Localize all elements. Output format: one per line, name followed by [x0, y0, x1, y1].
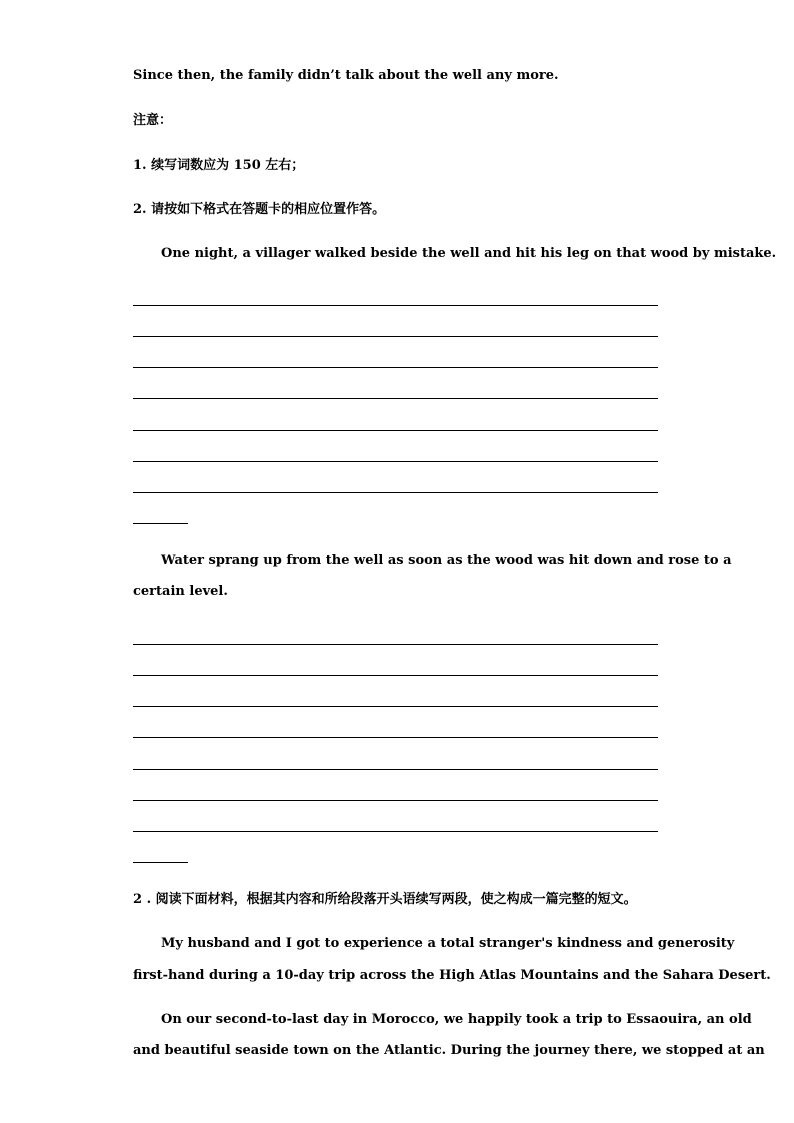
answer-line[interactable]: [133, 492, 658, 493]
note-heading: 注意：: [133, 113, 173, 128]
answer-line[interactable]: [133, 398, 658, 399]
answer-line[interactable]: [133, 769, 658, 770]
answer-line-short[interactable]: [133, 862, 188, 863]
passage-line: and beautiful seaside town on the Atlantic. During the journey there, we stopped at an: [133, 1043, 765, 1058]
paragraph-2-opening: Water sprang up from the well as soon as the wood was hit down and rose to a: [161, 553, 732, 568]
passage-line: On our second-to-last day in Morocco, we happily took a trip to Essaouira, an old: [161, 1012, 752, 1027]
text-line: Since then, the family didn’t talk about the well any more.: [133, 68, 559, 83]
answer-line[interactable]: [133, 800, 658, 801]
answer-line[interactable]: [133, 706, 658, 707]
answer-line[interactable]: [133, 336, 658, 337]
answer-line[interactable]: [133, 831, 658, 832]
answer-line[interactable]: [133, 737, 658, 738]
passage-line: My husband and I got to experience a total stranger's kindness and generosity: [161, 936, 735, 951]
paragraph-1-opening: One night, a villager walked beside the well and hit his leg on that wood by mistake.: [161, 246, 777, 261]
rule-item-2: 2. 请按如下格式在答题卡的相应位置作答。: [133, 202, 386, 217]
rule-item-1: 1. 续写词数应为 150 左右；: [133, 158, 305, 173]
answer-line[interactable]: [133, 367, 658, 368]
question-2-instruction: 2 . 阅读下面材料，根据其内容和所给段落开头语续写两段，使之构成一篇完整的短文。: [133, 892, 637, 907]
answer-line[interactable]: [133, 675, 658, 676]
paragraph-2-opening-cont: certain level.: [133, 584, 228, 599]
answer-line[interactable]: [133, 430, 658, 431]
answer-line[interactable]: [133, 305, 658, 306]
answer-line[interactable]: [133, 644, 658, 645]
answer-line[interactable]: [133, 461, 658, 462]
answer-line-short[interactable]: [133, 523, 188, 524]
passage-line: first-hand during a 10-day trip across the High Atlas Mountains and the Sahara Desert.: [133, 968, 771, 983]
